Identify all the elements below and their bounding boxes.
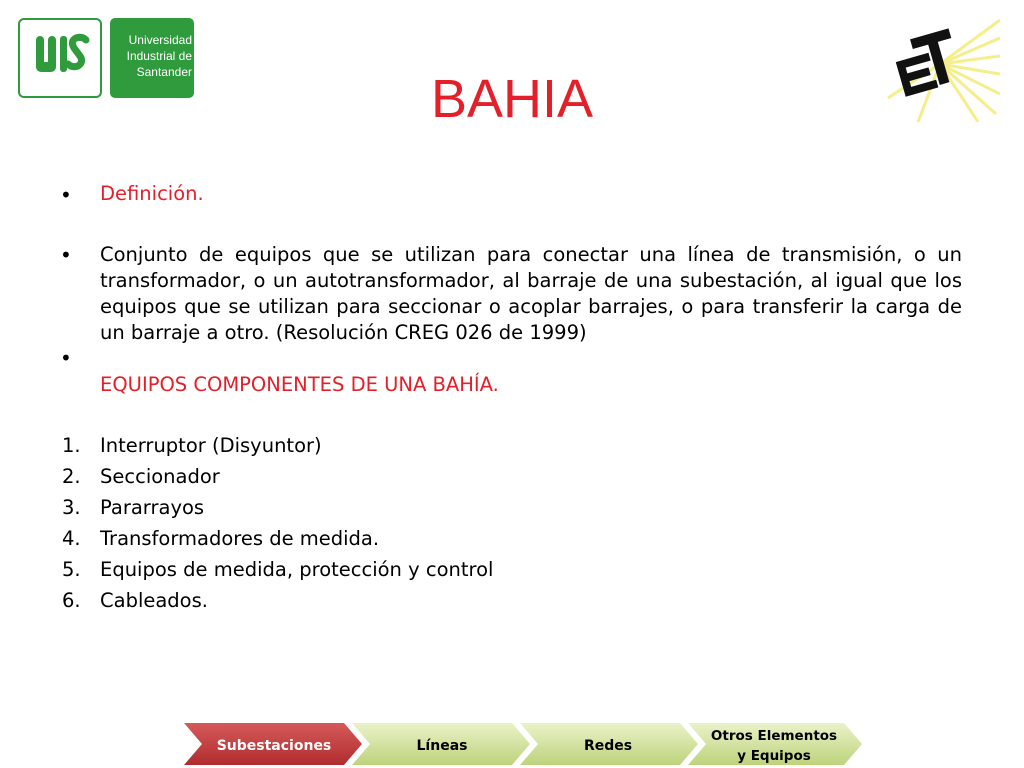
nav-label-redes: Redes — [583, 738, 633, 754]
list-number: 1. — [62, 434, 81, 457]
list-item: Interruptor (Disyuntor) — [100, 434, 322, 457]
bullet-marker: • — [60, 243, 72, 267]
bullet-marker: • — [60, 346, 72, 370]
uis-text-line-2: Industrial de — [126, 49, 192, 63]
list-item: Pararrayos — [100, 496, 205, 519]
nav-item-redes[interactable] — [520, 723, 698, 765]
list-item: Transformadores de medida. — [100, 527, 380, 550]
uis-text-line-1: Universidad — [128, 33, 192, 47]
list-number: 6. — [62, 589, 81, 612]
nav-label-otros-line-1: Otros Elementos — [710, 728, 838, 744]
nav-item-otros-elementos[interactable] — [688, 723, 862, 765]
list-number: 2. — [62, 465, 81, 488]
nav-item-subestaciones[interactable] — [184, 723, 362, 765]
list-number: 5. — [62, 558, 81, 581]
bullet-marker: • — [60, 183, 72, 207]
list-number: 3. — [62, 496, 81, 519]
list-item: Cableados. — [100, 589, 208, 612]
definition-label: Definición. — [100, 182, 204, 205]
list-item: Seccionador — [100, 465, 220, 488]
list-item: Equipos de medida, protección y control — [100, 558, 494, 581]
nav-label-otros-line-2: y Equipos — [737, 748, 811, 764]
slide-title: BAHIA — [430, 69, 594, 129]
definition-paragraph: Conjunto de equipos que se utilizan para conectar una línea de transmisión, o un transformador, o un autotransformador, al barraje de una subestación, al igual que los equipos que se utilizan para seccionar o acoplar barrajes, o para transferir la carga de un barraje a otro. (Resolución CREG 026 de 1999) — [100, 243, 962, 344]
nav-label-subestaciones: Subestaciones — [216, 738, 332, 754]
components-heading: EQUIPOS COMPONENTES DE UNA BAHÍA. — [100, 373, 499, 396]
uis-text-line-3: Santander — [136, 65, 192, 79]
nav-item-lineas[interactable] — [352, 723, 530, 765]
list-number: 4. — [62, 527, 81, 550]
bottom-nav — [184, 721, 864, 767]
nav-label-lineas: Líneas — [416, 738, 468, 754]
